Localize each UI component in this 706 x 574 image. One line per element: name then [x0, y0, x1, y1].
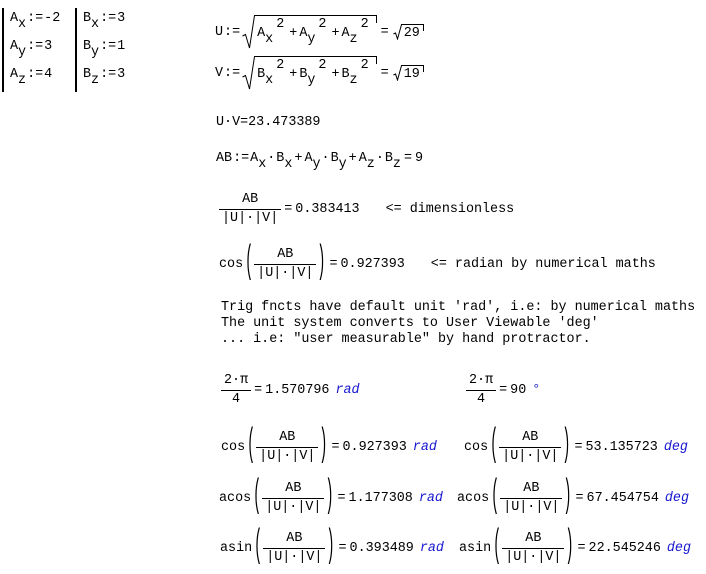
var-list [10, 8, 60, 92]
term-base: B [341, 67, 350, 82]
fraction [502, 531, 564, 566]
term-subscript: y [307, 32, 316, 47]
equals-sign: = [329, 257, 338, 272]
unit-label: ° [532, 383, 541, 398]
unit-label: rad [335, 383, 360, 398]
annotation-text: <= dimensionless [385, 202, 515, 217]
unit-label: deg [663, 440, 688, 455]
term-base: A [257, 26, 266, 41]
dot-term [358, 151, 401, 172]
annotation-text: <= radian by numerical maths [430, 257, 656, 272]
term-a-subscript: y [312, 157, 321, 172]
numerator: 2·π [224, 373, 249, 388]
function-name: asin [459, 541, 492, 556]
plus-operator: + [348, 151, 357, 166]
denominator: |U|·|V| [503, 500, 560, 515]
term-b-subscript: y [338, 157, 347, 172]
region-pi-quarter-rad[interactable] [221, 373, 360, 408]
group-bracket-bar [2, 8, 4, 92]
function-name: cos [219, 257, 244, 272]
region-text-paragraph[interactable] [221, 300, 695, 348]
group-bracket-bar [75, 8, 77, 92]
radicand [254, 56, 377, 88]
result-value: 0.383413 [295, 202, 360, 217]
right-paren: ) [563, 476, 572, 521]
var-def-ax [10, 9, 60, 35]
var-list [83, 8, 125, 92]
term-b-base: B [276, 151, 285, 166]
numerator: AB [286, 531, 303, 546]
left-paren: ( [253, 476, 262, 521]
numerator: AB [279, 430, 296, 445]
assign-operator: := [27, 67, 44, 82]
region-pi-quarter-deg[interactable] [466, 373, 540, 408]
right-paren: ) [317, 242, 326, 287]
var-subscript: x [18, 17, 27, 32]
equals-sign: = [499, 383, 508, 398]
region-ratio[interactable] [219, 192, 514, 227]
fraction [263, 531, 325, 566]
numerator: AB [242, 192, 259, 207]
var-def-az [10, 65, 60, 91]
region-acos-result-rad[interactable] [219, 476, 443, 521]
left-paren: ( [490, 425, 499, 470]
var-subscript: y [18, 45, 27, 60]
term-subscript: x [265, 32, 274, 47]
term-subscript: y [307, 73, 316, 88]
equals-sign: = [337, 491, 346, 506]
equals-sign: = [254, 383, 263, 398]
fraction [262, 481, 324, 516]
denominator: |U|·|V| [222, 211, 279, 226]
denominator: |U|·|V| [266, 550, 323, 565]
numerator: AB [523, 481, 540, 496]
region-uv-product[interactable] [216, 115, 320, 130]
equals-sign: = [403, 151, 412, 166]
square-root-result [393, 24, 424, 41]
term-a-subscript: z [366, 157, 375, 172]
assign-operator: := [27, 11, 44, 26]
region-acos-result-deg[interactable] [457, 476, 689, 521]
var-value: 4 [44, 67, 53, 82]
assign-operator: := [224, 24, 241, 40]
region-cos-result-rad[interactable] [221, 425, 437, 470]
equals-sign: = [575, 491, 584, 506]
result-value: 0.927393 [342, 440, 407, 455]
var-value: 1 [117, 39, 126, 54]
region-v-magnitude-def[interactable] [215, 56, 425, 90]
region-asin-result-rad[interactable] [220, 526, 444, 571]
numerator: AB [525, 531, 542, 546]
function-name: cos [464, 440, 489, 455]
unit-label: deg [664, 491, 689, 506]
denominator: 4 [232, 392, 241, 407]
equals-sign: = [331, 440, 340, 455]
fraction [466, 373, 496, 408]
term-base: B [257, 67, 266, 82]
left-paren: ( [245, 242, 254, 287]
denominator: 4 [477, 392, 486, 407]
region-cos-ratio[interactable] [219, 242, 656, 287]
denominator: |U|·|V| [257, 266, 314, 281]
result-value: 0.927393 [340, 257, 405, 272]
assign-operator: := [100, 11, 117, 26]
left-paren: ( [254, 526, 263, 571]
plus-operator: + [331, 26, 340, 41]
result-value: 22.545246 [588, 541, 661, 556]
result-value: 0.393489 [349, 541, 414, 556]
numerator: AB [285, 481, 302, 496]
fraction [219, 192, 281, 227]
var-base: B [83, 39, 92, 54]
result-value: 1.177308 [348, 491, 413, 506]
plus-operator: + [289, 26, 298, 41]
term-base: A [341, 26, 350, 41]
unit-label: rad [418, 491, 443, 506]
numerator: 2·π [469, 373, 494, 388]
multiply-dot: · [375, 151, 384, 166]
var-base: A [10, 39, 19, 54]
term-subscript: z [349, 73, 358, 88]
result-value: 29 [401, 24, 424, 41]
term-exponent: 2 [276, 17, 285, 32]
term-a-base: A [358, 151, 367, 166]
equals-sign: = [577, 541, 586, 556]
square-root [242, 56, 377, 90]
var-def-bx [83, 9, 125, 35]
region-vector-b-defs[interactable] [75, 8, 125, 92]
var-base: B [83, 11, 92, 26]
term-subscript: x [265, 73, 274, 88]
result-value: 19 [401, 65, 424, 82]
result-value: 1.570796 [265, 383, 330, 398]
var-subscript: z [18, 73, 27, 88]
fraction [221, 373, 251, 408]
right-paren: ) [326, 526, 335, 571]
assign-operator: := [100, 67, 117, 82]
left-paren: ( [493, 526, 502, 571]
var-subscript: y [91, 45, 100, 60]
square-root-result [393, 65, 424, 82]
var-base: B [83, 67, 92, 82]
fraction [499, 430, 561, 465]
expression-text: U·V=23.473389 [216, 115, 321, 130]
paragraph-line: Trig fncts have default unit 'rad', i.e: by numerical maths [221, 300, 696, 315]
function-name: cos [221, 440, 246, 455]
right-paren: ) [325, 476, 334, 521]
var-def-by [83, 37, 125, 63]
region-vector-a-defs[interactable] [2, 8, 60, 92]
left-paren: ( [491, 476, 500, 521]
assign-operator: := [233, 151, 250, 166]
term-b-subscript: x [284, 157, 293, 172]
var-subscript: z [91, 73, 100, 88]
numerator: AB [277, 247, 294, 262]
paragraph-line: The unit system converts to User Viewable 'deg' [221, 316, 599, 331]
equals-sign: = [380, 65, 389, 81]
term-exponent: 2 [318, 17, 327, 32]
radicand [254, 15, 377, 47]
right-paren: ) [562, 425, 571, 470]
term-b-subscript: z [392, 157, 401, 172]
equals-sign: = [574, 440, 583, 455]
multiply-dot: · [321, 151, 330, 166]
result-value: 67.454754 [586, 491, 659, 506]
equals-sign: = [284, 202, 293, 217]
unit-label: rad [419, 541, 444, 556]
var-def-bz [83, 65, 125, 91]
term-exponent: 2 [276, 58, 285, 73]
square-root [242, 15, 377, 49]
dot-term [304, 151, 347, 172]
var-value: 3 [117, 11, 126, 26]
term-exponent: 2 [318, 58, 327, 73]
var-subscript: x [91, 17, 100, 32]
function-name: acos [457, 491, 490, 506]
var-base: A [10, 67, 19, 82]
assign-operator: := [224, 65, 241, 81]
fraction [500, 481, 562, 516]
right-paren: ) [565, 526, 574, 571]
paragraph-line: ... i.e: "user measurable" by hand protractor. [221, 332, 591, 347]
term-exponent: 2 [360, 58, 369, 73]
denominator: |U|·|V| [265, 500, 322, 515]
equals-sign: = [380, 24, 389, 40]
function-name: asin [220, 541, 253, 556]
region-cos-result-deg[interactable] [464, 425, 688, 470]
term-a-subscript: x [258, 157, 267, 172]
multiply-dot: · [267, 151, 276, 166]
dot-term [250, 151, 293, 172]
plus-operator: + [289, 67, 298, 82]
result-value: 53.135723 [585, 440, 658, 455]
plus-operator: + [331, 67, 340, 82]
result-value: 9 [415, 151, 424, 166]
unit-label: rad [412, 440, 437, 455]
term-base: A [299, 26, 308, 41]
right-paren: ) [319, 425, 328, 470]
denominator: |U|·|V| [502, 449, 559, 464]
numerator: AB [522, 430, 539, 445]
equals-sign: = [338, 541, 347, 556]
var-base: A [10, 11, 19, 26]
lhs-variable: AB [216, 151, 233, 166]
var-value: 3 [117, 67, 126, 82]
term-subscript: z [349, 32, 358, 47]
denominator: |U|·|V| [505, 550, 562, 565]
term-a-base: A [304, 151, 313, 166]
left-paren: ( [247, 425, 256, 470]
term-base: B [299, 67, 308, 82]
denominator: |U|·|V| [259, 449, 316, 464]
region-asin-result-deg[interactable] [459, 526, 691, 571]
result-value: 90 [510, 383, 527, 398]
unit-label: deg [666, 541, 691, 556]
term-b-base: B [330, 151, 339, 166]
region-ab-dot-product-def[interactable] [216, 151, 424, 172]
lhs-variable: V [215, 65, 224, 81]
lhs-variable: U [215, 24, 224, 40]
term-exponent: 2 [360, 17, 369, 32]
fraction [254, 247, 316, 282]
term-b-base: B [384, 151, 393, 166]
var-def-ay [10, 37, 60, 63]
function-name: acos [219, 491, 252, 506]
plus-operator: + [294, 151, 303, 166]
var-value: -2 [44, 11, 61, 26]
region-u-magnitude-def[interactable] [215, 15, 425, 49]
assign-operator: := [100, 39, 117, 54]
assign-operator: := [27, 39, 44, 54]
fraction [256, 430, 318, 465]
term-a-base: A [250, 151, 259, 166]
var-value: 3 [44, 39, 53, 54]
